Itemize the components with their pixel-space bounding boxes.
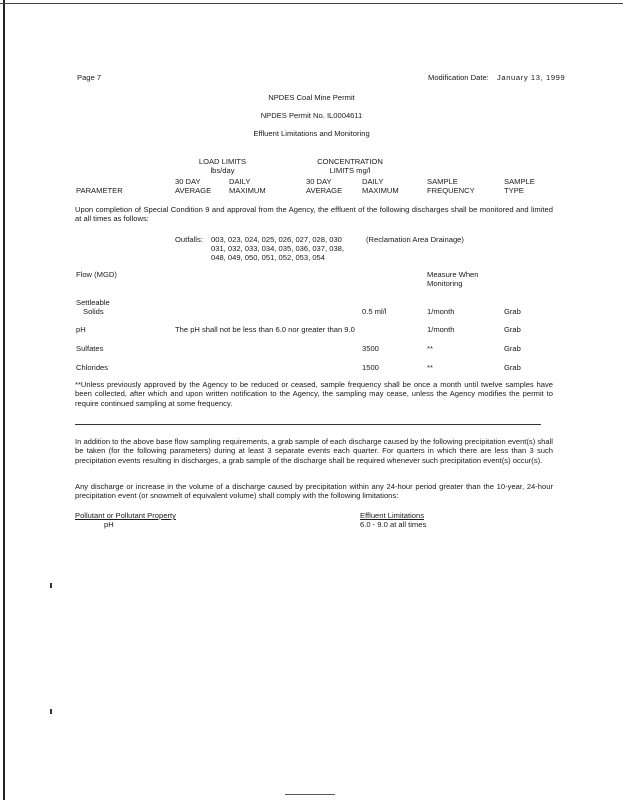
outfalls-line-1: 003, 023, 024, 025, 026, 027, 028, 030 bbox=[211, 235, 342, 244]
row-sulfates-parameter: Sulfates bbox=[76, 344, 104, 353]
col-sample-frequency-2: FREQUENCY bbox=[427, 186, 475, 195]
row-ph-limit: The pH shall not be less than 6.0 nor greater than 9.0 bbox=[175, 325, 355, 334]
col-sample-frequency-1: SAMPLE bbox=[427, 177, 458, 186]
row-solids-type: Grab bbox=[504, 307, 521, 316]
title-permit: NPDES Coal Mine Permit bbox=[268, 93, 355, 102]
precipitation-paragraph-2: Any discharge or increase in the volume of a discharge caused by precipitation within any 24-hour period greater than the 10-year, 24-hour precipitation event (or snowmelt of equivalent volume) shall comply with the following limitations: bbox=[75, 482, 553, 501]
section-divider bbox=[75, 424, 541, 425]
col-conc-daily-1: DAILY bbox=[362, 177, 384, 186]
limits-col-effluent: Effluent Limitations bbox=[360, 511, 425, 520]
row-solids-frequency: 1/month bbox=[427, 307, 455, 316]
row-flow-parameter: Flow (MGD) bbox=[76, 270, 117, 279]
col-load-30day-2: AVERAGE bbox=[175, 186, 212, 195]
concentration-units: LIMITS mg/l bbox=[329, 166, 371, 175]
precipitation-paragraph-1: In addition to the above base flow sampling requirements, a grab sample of each discharge caused by the following precipitation event(s) shall be taken (for the following parameters) during at least 3 separate events each quarter. For quarters in which there are less than 3 such precipitation events resulting in discharges, a grab sample of the discharge shall be required whenever such precipitation event(s) occur(s). bbox=[75, 437, 553, 465]
row-chlorides-type: Grab bbox=[504, 363, 521, 372]
row-chlorides-parameter: Chlorides bbox=[76, 363, 109, 372]
limits-col-pollutant: Pollutant or Pollutant Property bbox=[75, 511, 176, 520]
col-conc-30day-2: AVERAGE bbox=[306, 186, 343, 195]
load-limits-heading: LOAD LIMITS bbox=[198, 157, 247, 166]
col-load-daily-1: DAILY bbox=[229, 177, 251, 186]
col-load-daily-2: MAXIMUM bbox=[229, 186, 266, 195]
footnote-paragraph: **Unless previously approved by the Agency to be reduced or ceased, sample frequency shall be once a month until twelve samples have been collected, after which and upon written notification to the Agency, the sampling may cease, unless the Agency modifies the permit to require continued sampling at some frequency. bbox=[75, 380, 553, 408]
row-solids-daily-max: 0.5 ml/l bbox=[362, 307, 387, 316]
scan-edge-bottom bbox=[285, 794, 335, 795]
col-conc-30day-1: 30 DAY bbox=[306, 177, 332, 186]
modification-label: Modification Date: bbox=[428, 73, 489, 82]
col-load-30day-1: 30 DAY bbox=[175, 177, 201, 186]
outfalls-line-2: 031, 032, 033, 034, 035, 036, 037, 038, bbox=[211, 244, 345, 253]
col-sample-type-2: TYPE bbox=[504, 186, 524, 195]
row-ph-parameter: pH bbox=[76, 325, 86, 334]
load-limits-units: lbs/day bbox=[210, 166, 235, 175]
row-sulfates-daily-max: 3500 bbox=[362, 344, 379, 353]
row-sulfates-frequency: ** bbox=[427, 344, 433, 353]
scan-speck bbox=[50, 709, 52, 714]
outfalls-label: Outfalls: bbox=[175, 235, 203, 244]
scan-edge-top bbox=[0, 3, 623, 4]
row-sulfates-type: Grab bbox=[504, 344, 521, 353]
modification-date: January 13, 1999 bbox=[497, 73, 566, 82]
col-conc-daily-2: MAXIMUM bbox=[362, 186, 399, 195]
row-chlorides-daily-max: 1500 bbox=[362, 363, 379, 372]
title-permit-number: NPDES Permit No. IL0004611 bbox=[260, 111, 363, 120]
row-chlorides-frequency: ** bbox=[427, 363, 433, 372]
concentration-heading: CONCENTRATION bbox=[317, 157, 383, 166]
row-ph-type: Grab bbox=[504, 325, 521, 334]
limits-row-limit: 6.0 - 9.0 at all times bbox=[360, 520, 427, 529]
row-flow-frequency-2: Monitoring bbox=[427, 279, 463, 288]
row-solids-parameter-1: Settleable bbox=[76, 298, 110, 307]
limits-row-parameter: pH bbox=[104, 520, 114, 529]
page-label: Page 7 bbox=[77, 73, 102, 82]
title-effluent: Effluent Limitations and Monitoring bbox=[253, 129, 370, 138]
col-sample-type-1: SAMPLE bbox=[504, 177, 535, 186]
row-flow-frequency-1: Measure When bbox=[427, 270, 479, 279]
outfalls-note: (Reclamation Area Drainage) bbox=[366, 235, 464, 244]
outfalls-line-3: 048, 049, 050, 051, 052, 053, 054 bbox=[211, 253, 326, 262]
intro-paragraph: Upon completion of Special Condition 9 and approval from the Agency, the effluent of the following discharges shall be monitored and limited at all times as follows: bbox=[75, 205, 553, 224]
scan-speck bbox=[50, 583, 52, 588]
col-parameter: PARAMETER bbox=[76, 186, 123, 195]
row-solids-parameter-2: Solids bbox=[83, 307, 104, 316]
row-ph-frequency: 1/month bbox=[427, 325, 455, 334]
